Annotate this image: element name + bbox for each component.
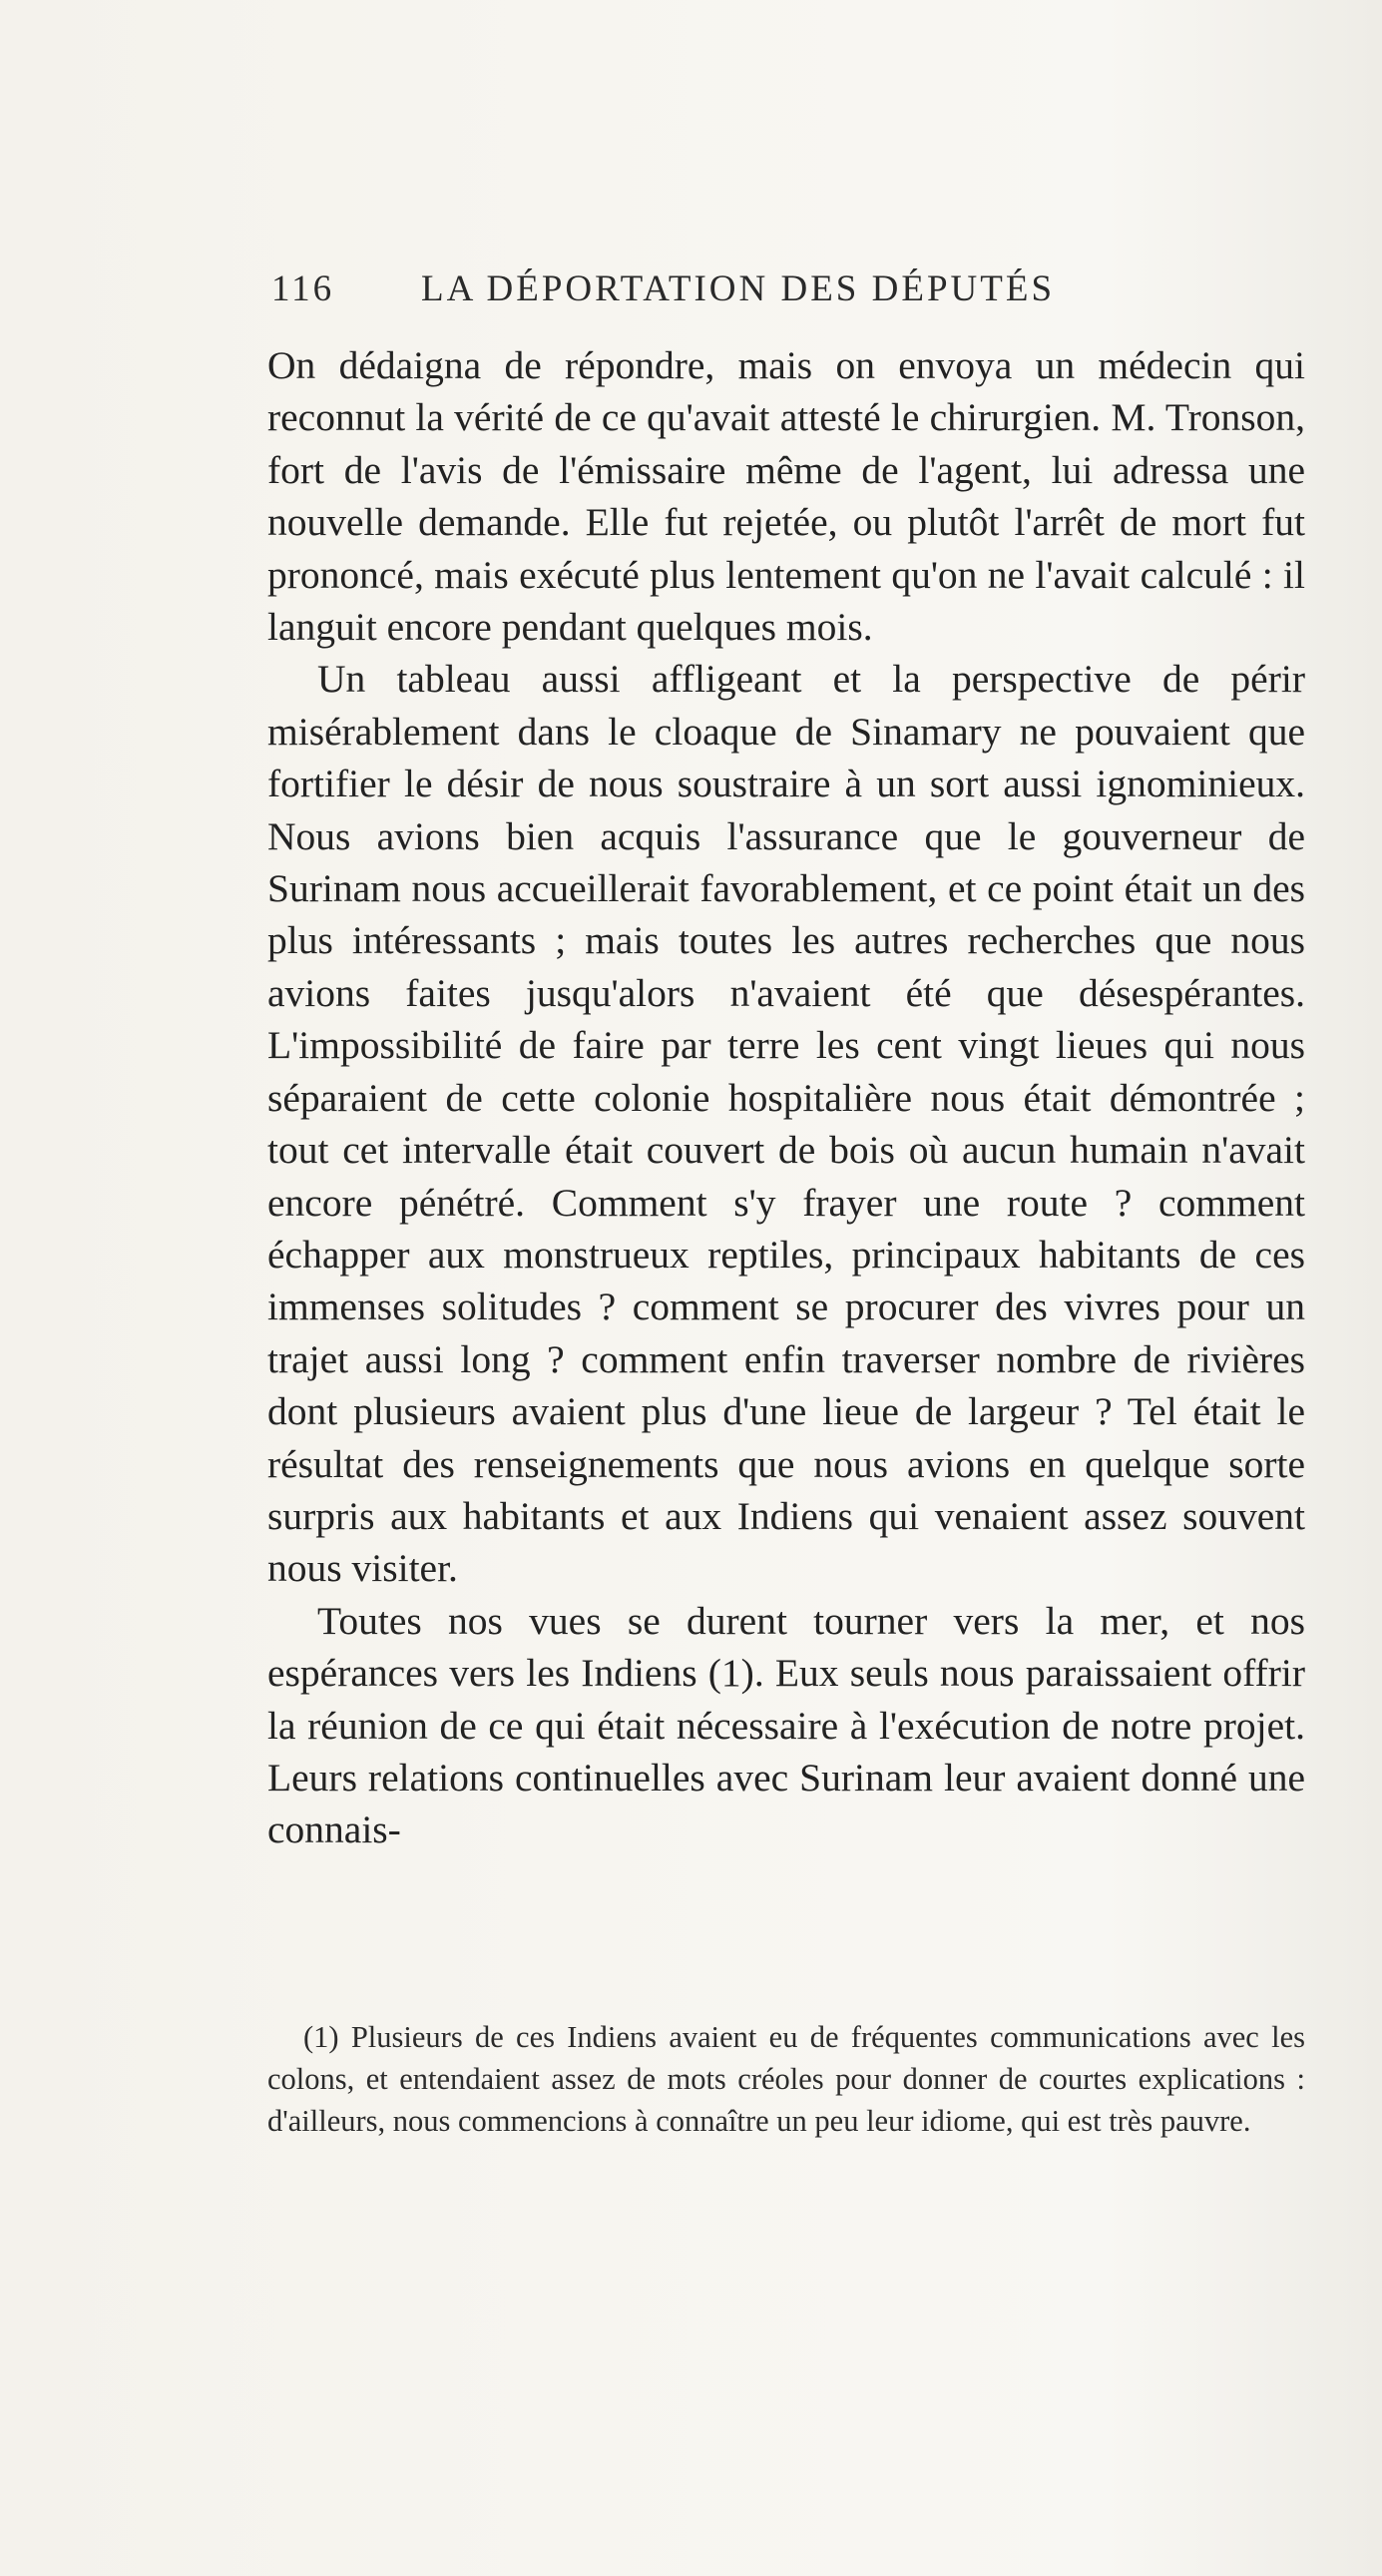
footnote <box>267 2016 1305 2142</box>
paragraph: Un tableau aussi affligeant et la perspective de périr misérablement dans le cloaque de Sinamary ne pouvaient que fortifier le désir de nous soustraire à un sort aussi ignominieux. Nous avions bien acquis l'assurance que le gouverneur de Surinam nous accueillerait favorablement, et ce point était un des plus intéressants ; mais toutes les autres recherches que nous avions faites jusqu'alors n'avaient été que désespérantes. L'impossibilité de faire par terre les cent vingt lieues qui nous séparaient de cette colonie hospitalière nous était démontrée ; tout cet intervalle était couvert de bois où aucun humain n'avait encore pénétré. Comment s'y frayer une route ? comment échapper aux monstrueux reptiles, principaux habitants de ces immenses solitudes ? comment se procurer des vivres pour un trajet aussi long ? comment enfin traverser nombre de rivières dont plusieurs avaient plus d'une lieue de largeur ? Tel était le résultat des renseignements que nous avions en quelque sorte surpris aux habitants et aux Indiens qui venaient assez souvent nous visiter. <box>267 657 1305 1591</box>
footnote-text: (1) Plusieurs de ces Indiens avaient eu de fréquentes communications avec les colons, et entendaient assez de mots créoles pour donner de courtes explications : d'ailleurs, nous commencions à connaître un peu leur idiome, qui est très pauvre. <box>267 2020 1305 2138</box>
running-title: LA DÉPORTATION DES DÉPUTÉS <box>421 268 1056 309</box>
page-number: 116 <box>271 268 335 309</box>
paragraph: On dédaigna de répondre, mais on envoya un médecin qui reconnut la vérité de ce qu'avait attesté le chirurgien. M. Tronson, fort de l'avis de l'émissaire même de l'agent, lui adressa une nouvelle demande. Elle fut rejetée, ou plutôt l'arrêt de mort fut prononcé, mais exécuté plus lentement qu'on ne l'avait calculé : il languit encore pendant quelques mois. <box>267 343 1305 650</box>
body-text <box>267 339 1305 1856</box>
paragraph: Toutes nos vues se durent tourner vers la mer, et nos espérances vers les Indiens (1). Eux seuls nous paraissaient offrir la réunion de ce qui était nécessaire à l'exécution de notre projet. Leurs relations continuelles avec Surinam leur avaient donné une connais- <box>267 1598 1305 1852</box>
running-header <box>271 267 1309 327</box>
